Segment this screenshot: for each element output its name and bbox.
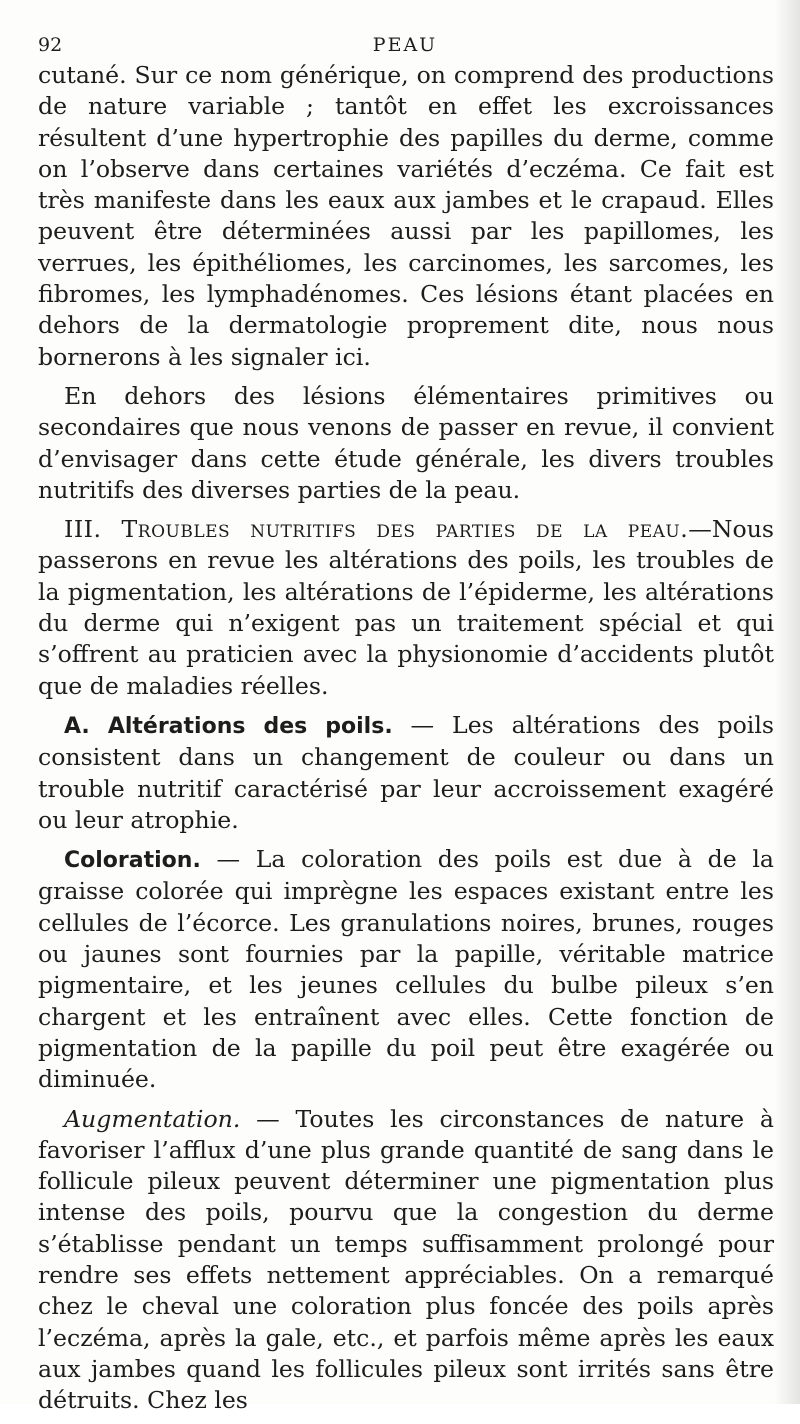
running-head — [38, 34, 772, 58]
section-heading: A. Altérations des poils. — [64, 713, 393, 739]
section-alterations-poils — [38, 710, 774, 836]
section-troubles-nutritifs — [38, 514, 774, 702]
paragraph-text: — Les altérations des poils consistent dans un changement de couleur ou dans un trouble nutritif caractérisé par leur accroissement exagéré ou leur atrophie. — [38, 710, 775, 834]
section-augmentation — [38, 1104, 774, 1417]
page-number: 92 — [38, 34, 63, 56]
body-text — [38, 60, 774, 1424]
paragraph-text: — La coloration des poils est due à de la graisse colorée qui imprègne les espaces existant entre les cellules de l’écorce. Les granulations noires, brunes, rouges ou jaunes sont fournies par la papille, véritable matrice pigmentaire, et les jeunes cellules du bulbe pileux s’en chargent et les entraînent avec elles. Cette fonction de pigmentation de la papille du poil peut être exagérée ou diminuée. — [38, 845, 774, 1094]
running-title: PEAU — [372, 34, 438, 56]
paragraph-text: cutané. Sur ce nom générique, on comprend des productions de nature variable ; tantôt en effet les excroissances résultent d’une hypertrophie des papilles du derme, comme on l’observe dans certaines variétés d’eczéma. Ce fait est très manifeste dans les eaux aux jambes et le crapaud. Elles peuvent être déterminées aussi par les papillomes, les verrues, les épithéliomes, les carcinomes, les sarcomes, les fibromes, les lymphadénomes. Ces lésions étant placées en dehors de la dermatologie proprement dite, nous nous bornerons à les signaler ici. — [38, 61, 774, 371]
paragraph-continuation — [38, 60, 774, 373]
paragraph-text: En dehors des lésions élémentaires primitives ou secondaires que nous venons de passer en revue, il convient d’envisager dans cette étude générale, les divers troubles nutritifs des diverses parties de la peau. — [38, 381, 774, 504]
section-heading: Coloration. — [64, 848, 201, 874]
section-coloration — [38, 844, 774, 1095]
paragraph-lesions — [38, 381, 774, 506]
paragraph-text: — Toutes les circonstances de nature à favoriser l’afflux d’une plus grande quantité de sang dans le follicule pileux peuvent déterminer une pigmentation plus intense des poils, pourvu que la congestion du derme s’établisse pendant un temps suffisamment prolongé pour rendre ses effets nettement appréciables. On a remarqué chez le cheval une coloration plus foncée des poils après l’eczéma, après la gale, etc., et parfois même après les eaux aux jambes quand les follicules pileux sont irrités sans être détruits. Chez les — [38, 1104, 774, 1415]
section-heading: Augmentation. — [64, 1104, 241, 1133]
section-heading: III. Troubles nutritifs des parties de la peau. — [64, 515, 689, 544]
paragraph-text: —Nous passerons en revue les altérations des poils, les troubles de la pigmentation, les altérations de l’épiderme, les altérations du derme qui n’exigent pas un traitement spécial et qui s’offrent au praticien avec la physionomie d’accidents plutôt que de maladies réelles. — [38, 515, 774, 700]
